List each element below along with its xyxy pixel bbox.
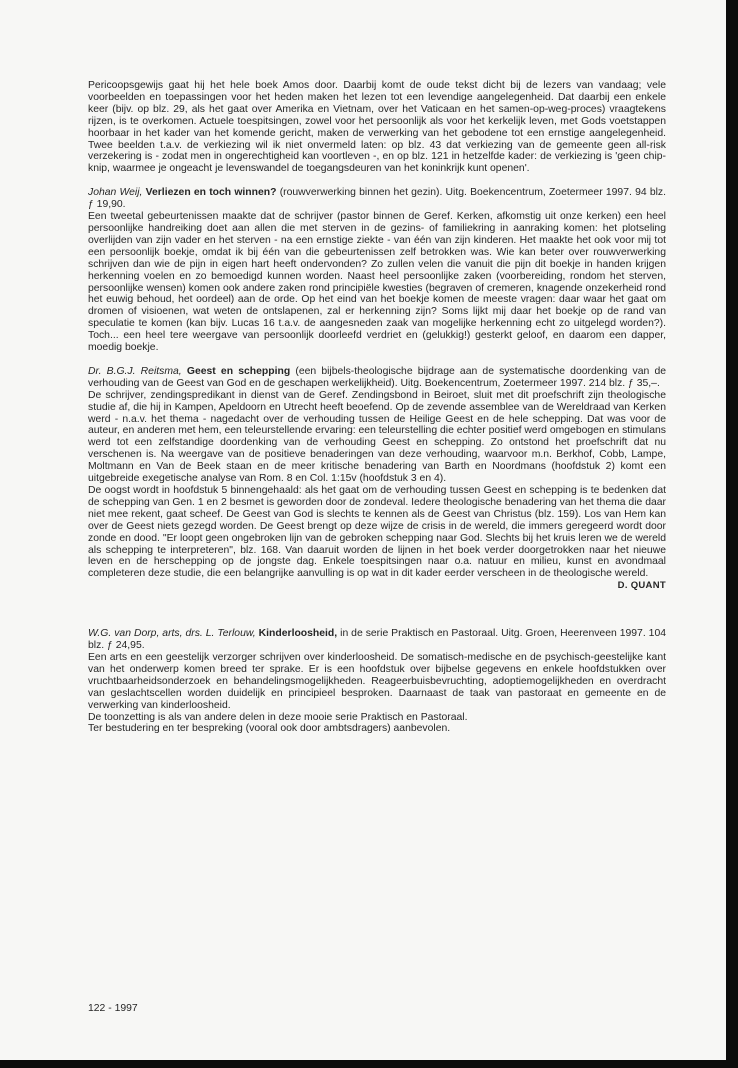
page-content xyxy=(88,80,666,735)
scan-edge-bottom xyxy=(0,1060,738,1068)
review-title: Verliezen en toch winnen? xyxy=(145,187,277,199)
reviewer-signature: D. QUANT xyxy=(617,580,666,592)
review-kinderloosheid xyxy=(88,628,666,735)
review-geest-en-schepping xyxy=(88,366,666,592)
intro-paragraph: Pericoopsgewijs gaat hij het hele boek Amos door. Daarbij komt de oude tekst dicht bij de lezers van vandaag; vele voorbeelden en toepassingen voor het heden maken het lezen tot een levendige aangelegenheid. Dat daarbij een enkele keer (bijv. op blz. 29, als het gaat over Amerika en Vietnam, over het Vaticaan en het samen-op-weg-proces) vraagtekens rijzen, is te overkomen. Actuele toespitsingen, zowel voor het persoonlijk als voor het kerkelijk leven, met Gods voetstappen hoorbaar in het kader van het komende gericht, maken de verwerking van het gebodene tot een ernstige aangelegenheid. Twee beelden t.a.v. de verkiezing wil ik niet onvermeld laten: op blz. 43 dat verkiezing van de gemeente geen all-risk verzekering is - zodat men in ongerechtigheid kan voortleven -, en op blz. 121 in hetzelfde kader: de verkiezing is 'geen chip-knip, waarmee je ongeacht je levenswandel de toegangsdeuren van het koninkrijk kunt openen'. xyxy=(88,80,666,175)
review-heading xyxy=(88,187,666,211)
review-body-paragraph: Een arts en een geestelijk verzorger schrijven over kinderloosheid. De somatisch-medische en de psychisch-geestelijke kant van het onderwerp komen breed ter sprake. Er is een hoofdstuk over bijbelse gegevens en enkele hoofdstukken over vruchtbaarheidsonderzoek en behandelingsmogelijkheden. Reageerbuisbevruchting, adoptiemogelijkheden en overdracht van geslachtscellen worden duidelijk en principieel besproken. Daarnaast de taak van pastoraat en gemeente en de verwerking van kinderloosheid. xyxy=(88,651,666,711)
review-heading xyxy=(88,628,666,652)
review-author: Dr. B.G.J. Reitsma, xyxy=(88,365,182,377)
review-title: Geest en schepping xyxy=(186,365,291,377)
review-body-paragraph: De schrijver, zendingspredikant in dienst van de Geref. Zendingsbond in Beiroet, sluit met dit proefschrift zijn theologische studie af, die hij in Kampen, Apeldoorn en Utrecht heeft beoefend. Op de zevende assemblee van de Wereldraad van Kerken werd - n.a.v. het thema - nagedacht over de verhouding tussen de Heilige Geest en de hele schepping. Dat was voor de auteur, en anderen met hem, een teleurstellende ervaring: een teleurstelling die echter positief werd omgebogen en stimulans werd tot een zelfstandige doordenking van de verhouding Geest en schepping. Zo ontstond het proefschrift dat nu verschenen is. Na weergave van de positieve benaderingen van deze verhouding, waarvoor m.n. Berkhof, Cobb, Lampe, Moltmann en Van de Beek staan en de meer kritische benadering van Barth en Noordmans (hoofdstuk 2) komt een uitgebreide exegetische analyse van Rom. 8 en Col. 1:15v (hoofdstuk 3 en 4). xyxy=(88,389,666,485)
review-body-paragraph: De toonzetting is als van andere delen in deze mooie serie Praktisch en Pastoraal. xyxy=(88,711,468,723)
review-citation: (rouwverwerking binnen het gezin). Uitg. Boekencentrum, Zoetermeer 1997. 94 blz. ƒ 19,90. xyxy=(88,187,666,211)
review-body-paragraph: De oogst wordt in hoofdstuk 5 binnengehaald: als het gaat om de verhouding tussen Geest en schepping is te bedenken dat de schepping van Gen. 1 en 2 besmet is geworden door de zondeval. Iedere theologische benadering van het thema die daar niet mee rekent, gaat scheef. De Geest van God is slechts te kennen als de Geest van Christus (blz. 159). Los van Hem kan over de Geest niets gezegd worden. De Geest brengt op deze wijze de crisis in de wereld, die immers geregeerd wordt door zonde en dood. "Er loopt geen ongebroken lijn van de gebroken schepping naar God. Slechts bij het kruis leren we de wereld als schepping te interpreteren", blz. 168. Van daaruit worden de lijnen in het boek verder doorgetrokken naar het nieuwe leven en de herschepping op de jongste dag. Enkele toespitsingen naar o.a. natuur en milieu, kunst en avondmaal completeren deze studie, die een belangrijke aanvulling is op wat in dit kader eerder verscheen in de theologische wereld. xyxy=(88,485,666,580)
review-body-paragraph: Ter bestudering en ter bespreking (vooral ook door ambtsdragers) aanbevolen. xyxy=(88,723,451,735)
scan-edge-right xyxy=(726,0,738,1068)
review-author: W.G. van Dorp, arts, drs. L. Terlouw, xyxy=(88,628,256,640)
review-heading xyxy=(88,366,666,390)
review-verliezen xyxy=(88,187,666,354)
review-citation: in de serie Praktisch en Pastoraal. Uitg. Groen, Heerenveen 1997. 104 blz. ƒ 24,95. xyxy=(88,628,667,652)
review-citation: (een bijbels-theologische bijdrage aan de systematische doordenking van de verhouding van de Geest van God en de geschapen werkelijkheid). Uitg. Boekencentrum, Zoetermeer 1997. 214 blz. ƒ 35,–. xyxy=(88,365,667,389)
review-author: Johan Weij, xyxy=(88,187,143,199)
review-body-paragraph: Een tweetal gebeurtenissen maakte dat de schrijver (pastor binnen de Geref. Kerken, afkomstig uit onze kerken) een heel persoonlijke handreiking doet aan allen die met sterven in de gezins- of familiekring in aanraking komen: het plotseling overlijden van zijn vader en het sterven - na een ernstige ziekte - van één van zijn kinderen. Het maakte het ook voor mij tot een persoonlijk boekje, omdat ik bij één van die gebeurtenissen zelf betrokken was. Wie kan beter over rouwverwerking schrijven dan wie de pijn in eigen hart heeft ondervonden? Zo zullen velen die vanuit die pijn dit boekje in handen krijgen herkenning voelen en zo bemoedigd kunnen worden. Naast heel persoonlijke zaken (voorbereiding, rondom het sterven, persoonlijke wensen) komen ook andere zaken rond principiële kwesties (begraven of cremeren, knagende onzekerheid rond het euwig behoud, het oordeel) aan de orde. Op het eind van het boekje komen de meeste vragen: daar waar het gaat om dromen of visioenen, wat weten de ontslapenen, zal er herkenning zijn? Soms lijkt mij daar het boekje op de rand van speculatie te komen (kan bijv. Lucas 16 t.a.v. de aangesneden zaak van mogelijke herkenning echt zo uitgelegd worden?). Toch... een heel tere weergave van persoonlijk doorleefd verdriet en (gelukkig!) gesterkt geloof, en daarom een dapper, moedig boekje. xyxy=(88,211,666,354)
review-title: Kinderloosheid, xyxy=(258,628,338,640)
page-number: 122 - 1997 xyxy=(88,1003,138,1014)
